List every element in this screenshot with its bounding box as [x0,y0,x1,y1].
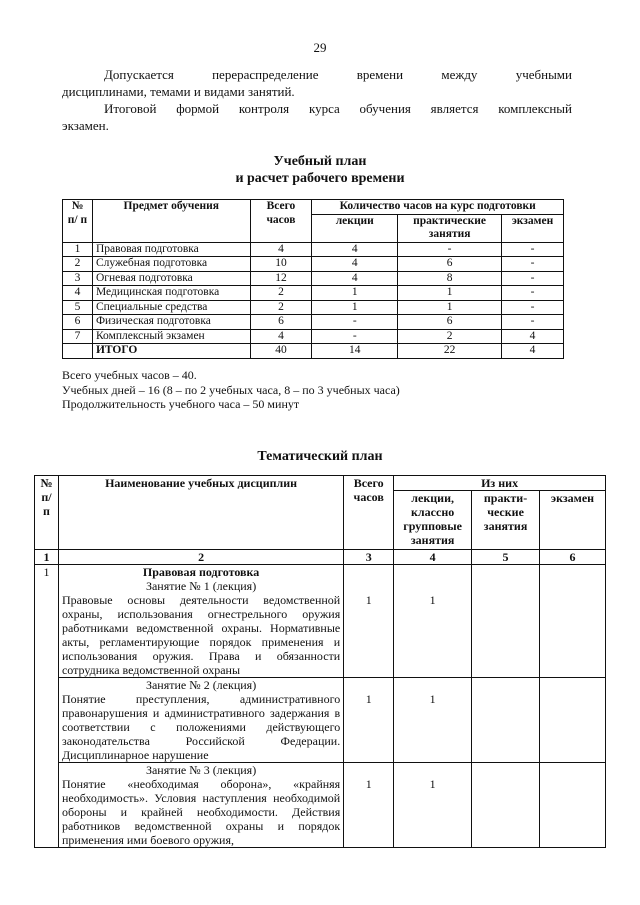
lesson-lectures: 1 [394,678,472,763]
row-exam: - [502,271,564,286]
row-subject: Комплексный экзамен [92,329,250,344]
row-num: 2 [63,257,93,272]
curriculum-table [62,199,564,359]
lesson-practical [472,678,540,763]
th-group: Из них [394,476,606,491]
lesson-cell [58,678,343,763]
row-total: 4 [250,242,312,257]
lesson-practical [472,565,540,678]
lesson-practical [472,763,540,848]
lesson-heading: Занятие № 1 (лекция) [145,579,257,593]
table-row [63,329,564,344]
col-number: 4 [394,550,472,565]
row-lectures: 4 [312,257,398,272]
intro-p2-line2: экзамен. [62,118,109,133]
row-practical: 2 [398,329,502,344]
col-header-group: Количество часов на курс подготовки [312,200,564,215]
lesson-row [35,678,606,763]
row-practical: 1 [398,286,502,301]
table-row [63,257,564,272]
row-total: 2 [250,286,312,301]
section-title: Правовая подготовка [142,565,260,579]
lesson-lectures: 1 [394,565,472,678]
th-lectures: лекции, классно групповые занятия [394,491,472,550]
row-exam: - [502,242,564,257]
plan-notes [62,368,400,412]
total-num-empty [63,344,93,359]
lesson-lectures: 1 [394,763,472,848]
intro-paragraph-1 [62,66,572,100]
curriculum-header-row-1 [63,200,564,215]
th-name: Наименование учебных дисциплин [58,476,343,550]
row-total: 10 [250,257,312,272]
section-num: 1 [35,565,59,848]
row-lectures: 4 [312,242,398,257]
table-row [63,242,564,257]
row-num: 5 [63,300,93,315]
intro-p1-line2: дисциплинами, темами и видами занятий. [62,84,295,99]
lesson-cell [58,763,343,848]
row-total: 2 [250,300,312,315]
table-row [63,300,564,315]
th-num: № п/ п [35,476,59,550]
table-row [63,315,564,330]
row-practical: 6 [398,257,502,272]
row-exam: - [502,286,564,301]
lesson-row [35,763,606,848]
row-lectures: 1 [312,286,398,301]
row-exam: - [502,315,564,330]
row-total: 4 [250,329,312,344]
row-total: 12 [250,271,312,286]
thematic-title: Тематический план [257,449,383,464]
lesson-row [35,565,606,678]
thematic-header-row-1 [35,476,606,491]
column-number-row [35,550,606,565]
col-number: 2 [58,550,343,565]
lesson-total: 1 [344,565,394,678]
lesson-text: Правовые основы деятельности ведомственной охраны, использования огнестрельного оружия работниками ведомственной охраны. Нормативные акты, регламентирующие порядок применения и использования оружия. Права и обязанности сотрудника ведомственной охраны [61,593,341,677]
row-lectures: 4 [312,271,398,286]
col-header-practical: практические занятия [398,214,502,242]
total-practical: 22 [398,344,502,359]
lesson-heading: Занятие № 3 (лекция) [145,763,257,777]
intro-p1-line1: Допускается перераспределение времени между учебными [104,67,572,82]
th-practical: практи- ческие занятия [472,491,540,550]
row-num: 6 [63,315,93,330]
col-header-subject: Предмет обучения [92,200,250,243]
note-study-days: Учебных дней – 16 (8 – по 2 учебных часа, 8 – по 3 учебных часа) [62,382,400,397]
row-num: 3 [63,271,93,286]
row-lectures: - [312,315,398,330]
col-header-total: Всего часов [250,200,312,243]
row-subject: Специальные средства [92,300,250,315]
total-row [63,344,564,359]
col-number: 3 [344,550,394,565]
lesson-text: Понятие преступления, административного правонарушения и административного задержания в соответствии с положениями действующего законодательства Российской Федерации. Дисциплинарное нарушение [61,692,341,762]
row-exam: - [502,257,564,272]
total-exam: 4 [502,344,564,359]
row-practical: - [398,242,502,257]
lesson-text: Понятие «необходимая оборона», «крайняя необходимость». Условия наступления необходимой обороны и крайней необходимости. Действия работников ведомственной охраны и порядок применения ими боевого оружия, [61,777,341,847]
row-subject: Медицинская подготовка [92,286,250,301]
lesson-exam [540,678,606,763]
table-row [63,271,564,286]
table-row [63,286,564,301]
row-exam: - [502,300,564,315]
row-total: 6 [250,315,312,330]
row-practical: 6 [398,315,502,330]
col-header-exam: экзамен [502,214,564,242]
note-hour-duration: Продолжительность учебного часа – 50 минут [62,397,300,411]
thematic-table [34,475,606,848]
row-num: 1 [63,242,93,257]
row-practical: 1 [398,300,502,315]
plan-title [0,153,640,187]
total-lectures: 14 [312,344,398,359]
row-subject: Правовая подготовка [92,242,250,257]
col-number: 1 [35,550,59,565]
row-exam: 4 [502,329,564,344]
plan-title-line2: и расчет рабочего времени [235,171,405,186]
lesson-total: 1 [344,763,394,848]
lesson-cell [58,565,343,678]
lesson-heading: Занятие № 2 (лекция) [145,678,257,692]
lesson-exam [540,763,606,848]
lesson-total: 1 [344,678,394,763]
th-total: Всего часов [344,476,394,550]
total-total: 40 [250,344,312,359]
row-practical: 8 [398,271,502,286]
row-subject: Служебная подготовка [92,257,250,272]
row-num: 7 [63,329,93,344]
row-num: 4 [63,286,93,301]
row-subject: Огневая подготовка [92,271,250,286]
col-number: 5 [472,550,540,565]
col-number: 6 [540,550,606,565]
intro-paragraph-2 [62,100,572,134]
lesson-exam [540,565,606,678]
intro-p2-line1: Итоговой формой контроля курса обучения является комплексный [104,101,572,116]
note-total-hours: Всего учебных часов – 40. [62,368,197,382]
col-header-lectures: лекции [312,214,398,242]
th-exam: экзамен [540,491,606,550]
page-number: 29 [313,40,327,55]
total-label: ИТОГО [92,344,250,359]
row-lectures: 1 [312,300,398,315]
row-lectures: - [312,329,398,344]
row-subject: Физическая подготовка [92,315,250,330]
plan-title-line1: Учебный план [273,154,367,169]
col-header-num: № п/ п [63,200,93,243]
